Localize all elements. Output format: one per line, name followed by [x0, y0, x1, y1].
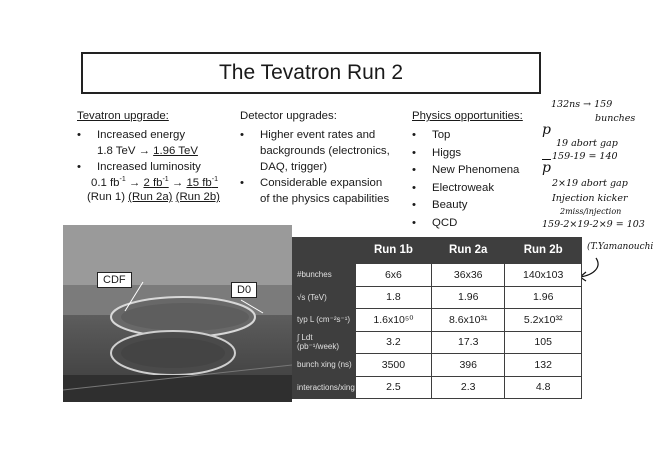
row-label: bunch xing (ns): [297, 360, 352, 370]
hw-note-calc: 159-2×19-2×9 = 103: [542, 219, 645, 230]
row-label: interactions/xing: [297, 382, 355, 392]
physics-opportunities-section: [412, 108, 523, 233]
energy-from: 1.8 TeV →: [97, 145, 150, 157]
luminosity-bullet: • Increased luminosity: [77, 159, 220, 175]
hw-note-abort-gap: 19 abort gap: [556, 138, 618, 149]
lumi-exp-b: -1: [162, 176, 169, 184]
table-row: [292, 309, 582, 332]
table-row: [292, 354, 582, 377]
hw-note-p: p: [542, 122, 551, 138]
row-label: typ L (cm⁻²s⁻¹): [297, 315, 351, 325]
cell-run2a: 36x36: [432, 264, 505, 287]
run-parameters-table: [292, 237, 582, 399]
event-rates-bullet: • Higher event rates and: [240, 127, 390, 143]
lumi-arrow-a: →: [128, 177, 141, 189]
energy-to: 1.96 TeV: [153, 145, 198, 157]
table-header-run2a: Run 2a: [449, 244, 488, 256]
energy-values: [77, 143, 220, 159]
cell-run2b: 1.96: [505, 286, 582, 309]
lumi-exp-c: -1: [211, 176, 219, 184]
cdf-label: CDF: [97, 272, 132, 288]
table-header-run1b: Run 1b: [373, 244, 413, 256]
table-row: [292, 264, 582, 287]
event-rates-line3: DAQ, trigger): [260, 161, 328, 173]
table-header-row: [292, 237, 582, 264]
hw-note-abort-gap-2: 2×19 abort gap: [552, 178, 628, 189]
cell-run1b: 6x6: [355, 264, 431, 287]
lumi-arrow-b: →: [171, 177, 184, 189]
cell-run1b: 1.6x10⁵⁰: [355, 309, 431, 332]
tevatron-upgrade-heading: Tevatron upgrade:: [77, 110, 169, 122]
detector-upgrades-heading: Detector upgrades:: [240, 110, 337, 122]
cell-run2b: 105: [505, 331, 582, 354]
run2b-label: (Run 2b): [175, 191, 220, 203]
energy-bullet: • Increased energy: [77, 127, 220, 143]
lumi-run2a: 2 fb: [143, 177, 163, 189]
row-label: #bunches: [297, 270, 332, 280]
row-label: ∫ Ldt (pb⁻¹/week): [297, 333, 340, 352]
hw-note-miss: 2miss/injection: [560, 207, 622, 216]
cell-run2a: 1.96: [432, 286, 505, 309]
luminosity-values: [77, 175, 220, 191]
slide-title-text: The Tevatron Run 2: [218, 61, 404, 84]
cell-run2a: 8.6x10³¹: [432, 309, 505, 332]
slide-title: [81, 52, 541, 94]
physics-item: • QCD: [412, 215, 523, 233]
cell-run2b: 5.2x10³²: [505, 309, 582, 332]
hw-note-kicker: Injection kicker: [552, 193, 628, 204]
run1-label: (Run 1): [87, 191, 125, 203]
event-rates-line2: backgrounds (electronics,: [260, 145, 390, 157]
lumi-exp-a: -1: [119, 176, 126, 184]
table-row: [292, 286, 582, 309]
cell-run2a: 17.3: [432, 331, 505, 354]
table-header-run2b: Run 2b: [523, 244, 563, 256]
physics-item: • Higgs: [412, 145, 523, 163]
expansion-line2: of the physics capabilities: [260, 193, 390, 205]
run2a-label: (Run 2a): [128, 191, 173, 203]
table-header-empty: [292, 237, 355, 264]
cell-run1b: 3.2: [355, 331, 431, 354]
physics-item: • Beauty: [412, 197, 523, 215]
run-labels: [77, 191, 220, 203]
aerial-photo-drawing: [63, 225, 292, 402]
lumi-run1: 0.1 fb: [91, 177, 120, 189]
cell-run1b: 3500: [355, 354, 431, 377]
tevatron-upgrade-section: [77, 108, 220, 203]
cell-run2a: 2.3: [432, 376, 505, 399]
cell-run2a: 396: [432, 354, 505, 377]
physics-heading: Physics opportunities:: [412, 110, 523, 122]
cell-run2b: 4.8: [505, 376, 582, 399]
table-row: [292, 376, 582, 399]
cell-run1b: 2.5: [355, 376, 431, 399]
d0-label: D0: [231, 282, 257, 298]
hw-note-bunches-b: bunches: [595, 113, 636, 124]
cell-run1b: 1.8: [355, 286, 431, 309]
cell-run2b: 132: [505, 354, 582, 377]
row-label: √s (TeV): [297, 292, 327, 302]
detector-upgrades-section: [240, 108, 390, 207]
physics-item: • Top: [412, 127, 523, 145]
cell-run2b: 140x103: [505, 264, 582, 287]
hw-note-author: (T.Yamanouchi: [587, 242, 653, 252]
lumi-run2b: 15 fb: [186, 177, 212, 189]
aerial-photo: [63, 225, 292, 402]
hw-note-bunches: 132ns → 159: [551, 99, 613, 110]
expansion-bullet: • Considerable expansion: [240, 175, 390, 191]
physics-item: • New Phenomena: [412, 162, 523, 180]
hw-note-diff: 159-19 = 140: [552, 151, 618, 162]
table-row: [292, 331, 582, 354]
physics-item: • Electroweak: [412, 180, 523, 198]
hw-note-pbar: $\overline{p}$: [542, 160, 551, 176]
